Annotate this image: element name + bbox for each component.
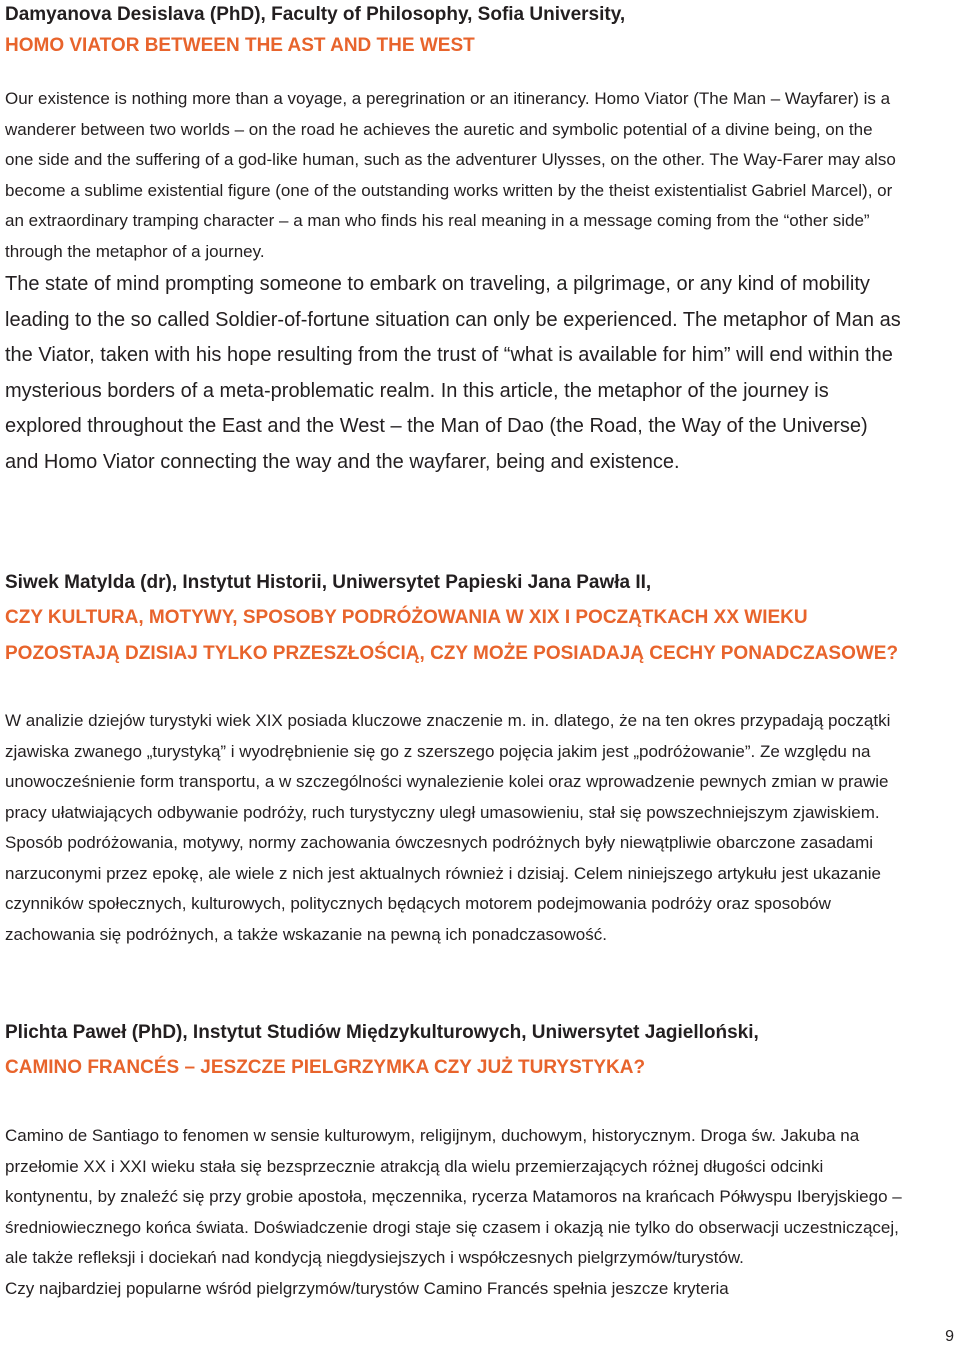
- article-title: CAMINO FRANCÉS – JESZCZE PIELGRZYMKA CZY JUŻ TURYSTYKA?: [5, 1057, 646, 1078]
- abstract-damyanova-body: [5, 84, 905, 480]
- author-line: Damyanova Desislava (PhD), Faculty of Philosophy, Sofia University,: [5, 4, 626, 25]
- article-title: HOMO VIATOR BETWEEN THE AST AND THE WEST: [5, 35, 475, 56]
- abstract-siwek-body: [5, 706, 905, 950]
- abstract-paragraph: Camino de Santiago to fenomen w sensie kulturowym, religijnym, duchowym, historycznym. Droga św. Jakuba na przełomie XX i XXI wieku stała się bezsprzecznie atrakcją dla wielu przemierzających różnej długości odcinki kontynentu, by znaleźć się przy grobie apostoła, męczennika, rycerza Matamoros na krańcach Półwyspu Iberyjskiego – średniowiecznego końca świata. Doświadczenie drogi staje się czasem i okazją nie tylko do obserwacji uczestniczącej, ale także refleksji i dociekań nad kondycją niegdysiejszych i współczesnych pielgrzymów/turystów.: [5, 1126, 902, 1267]
- page-number: 9: [945, 1328, 954, 1345]
- abstract-paragraph-large: The state of mind prompting someone to embark on traveling, a pilgrimage, or any kind of mobility leading to the so called Soldier-of-fortune situation can only be experienced. The metaphor of Man as the Viator, taken with his hope resulting from the trust of “what is available for him” will end within the mysterious borders of a meta-problematic realm. In this article, the metaphor of the journey is explored throughout the East and the West – the Man of Dao (the Road, the Way of the Universe) and Homo Viator connecting the way and the wayfarer, being and existence.: [5, 273, 901, 473]
- abstract-paragraph: Our existence is nothing more than a voyage, a peregrination or an itinerancy. Homo Viator (The Man – Wayfarer) is a wanderer between two worlds – on the road he achieves the auretic and symbolic potential of a divine being, on the one side and the suffering of a god-like human, such as the adventurer Ulysses, on the other. The Way-Farer may also become a sublime existential figure (one of the outstanding works written by the theist existentialist Gabriel Marcel), or an extraordinary tramping character – a man who finds his real meaning in a message coming from the “other side” through the metaphor of a journey.: [5, 89, 896, 261]
- author-line: Plichta Paweł (PhD), Instytut Studiów Międzykulturowych, Uniwersytet Jagielloński,: [5, 1022, 759, 1043]
- abstract-damyanova: [5, 0, 905, 64]
- abstract-plichta: [5, 1018, 905, 1086]
- abstract-siwek: [5, 568, 905, 672]
- abstract-plichta-body: [5, 1121, 905, 1304]
- abstract-paragraph: W analizie dziejów turystyki wiek XIX posiada kluczowe znaczenie m. in. dlatego, że na ten okres przypadają początki zjawiska zwanego „turystyką” i wyodrębnienie się go z szerszego pojęcia jakim jest „podróżowanie”. Ze względu na unowocześnienie form transportu, a w szczególności wynalezienie kolei oraz wprowadzenie pewnych zmian w prawie pracy ułatwiających odbywanie podróży, ruch turystyczny uległ umasowieniu, stał się powszechniejszym zjawiskiem. Sposób podróżowania, motywy, normy zachowania ówczesnych podróżnych były niewątpliwie obarczone zasadami narzuconymi przez epokę, ale wiele z nich jest aktualnych również i dzisiaj. Celem niniejszego artykułu jest ukazanie czynników społecznych, kulturowych, politycznych będących motorem podejmowania podróży oraz sposobów zachowania się podróżnych, a także wskazanie na pewną ich ponadczasowość.: [5, 711, 891, 944]
- abstract-paragraph-continued: Czy najbardziej popularne wśród pielgrzymów/turystów Camino Francés spełnia jeszcze kryteria: [5, 1278, 729, 1298]
- author-line: Siwek Matylda (dr), Instytut Historii, Uniwersytet Papieski Jana Pawła II,: [5, 572, 652, 593]
- article-title-line-1: CZY KULTURA, MOTYWY, SPOSOBY PODRÓŻOWANIA W XIX I POCZĄTKACH XX WIEKU: [5, 607, 808, 628]
- article-title-line-2: POZOSTAJĄ DZISIAJ TYLKO PRZESZŁOŚCIĄ, CZY MOŻE POSIADAJĄ CECHY PONADCZASOWE?: [5, 643, 899, 664]
